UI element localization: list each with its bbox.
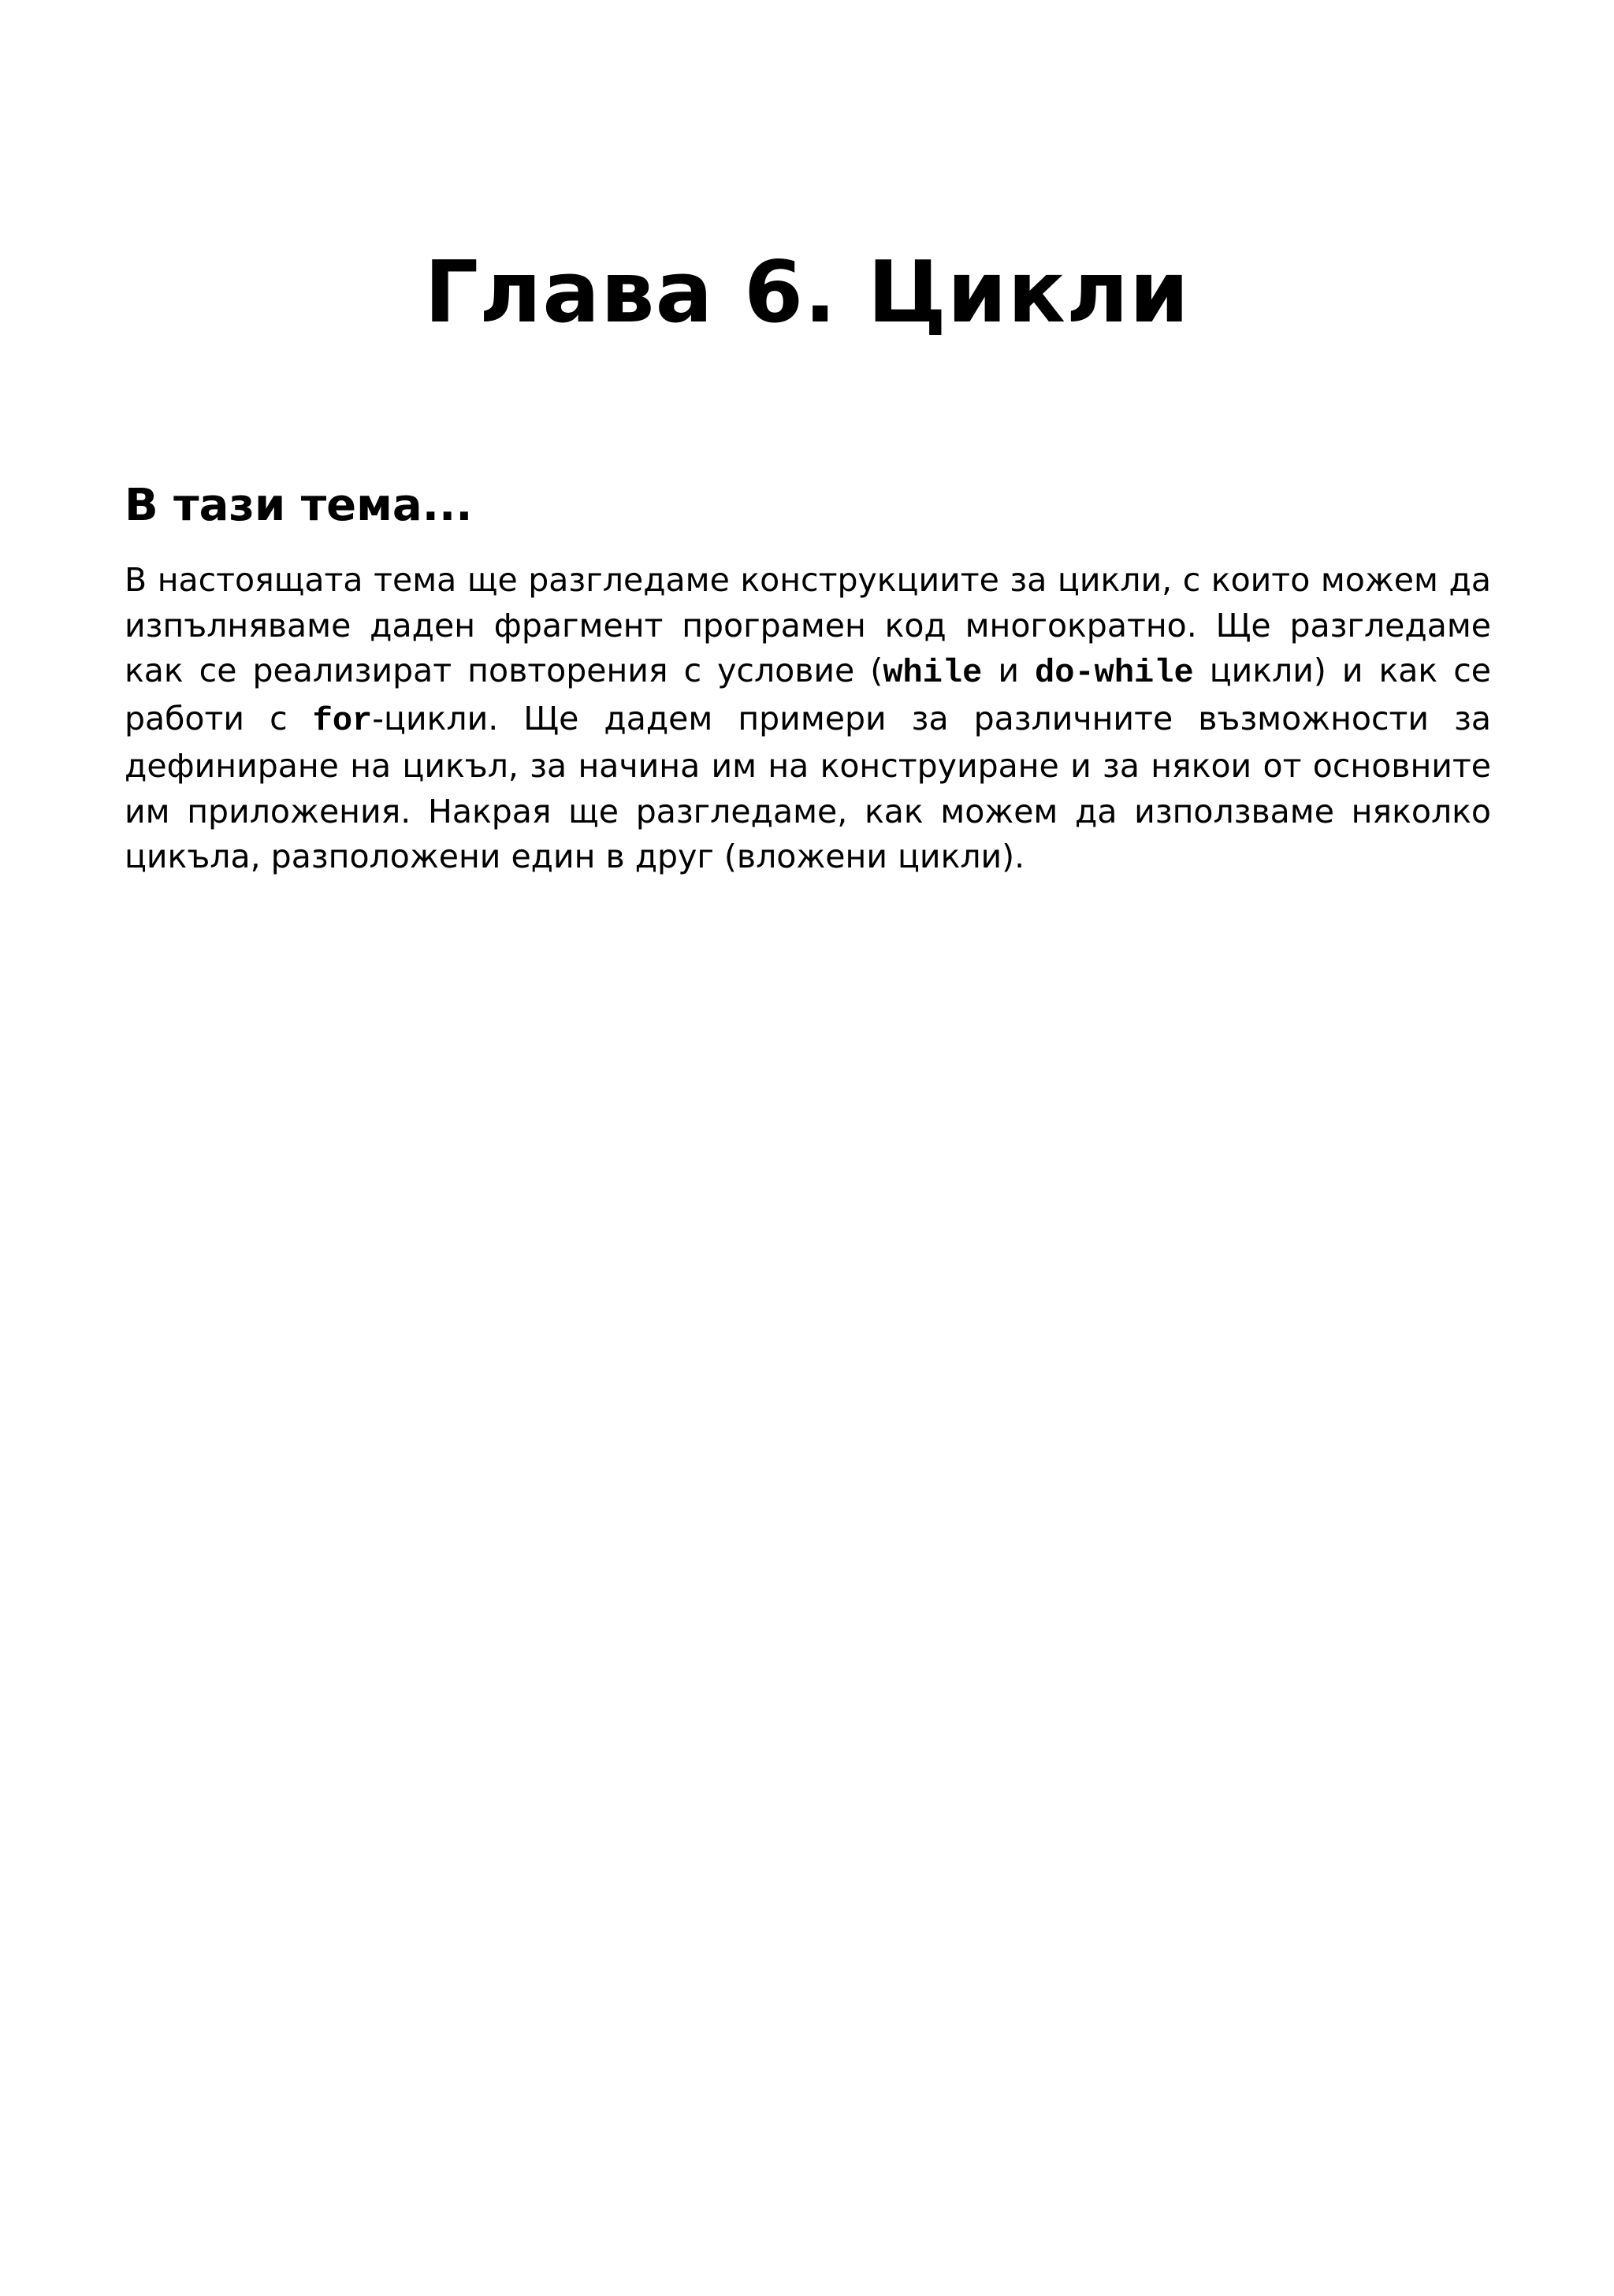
intro-text-part-4: -цикли. Ще дадем примери за различните възможности за дефиниране на цикъл, за начина им на конструиране и за някои от основните им приложения. Накрая ще разгледаме, как можем да използваме няколко цикъла, разположени един в друг (вложени цикли).	[125, 699, 1491, 875]
chapter-title: Глава 6. Цикли	[424, 243, 1190, 342]
intro-paragraph	[125, 558, 1491, 880]
section-heading: В тази тема...	[125, 480, 473, 531]
intro-text-part-1: В настоящата тема ще разгледаме конструкциите за цикли, с които можем да изпълняваме даден фрагмент програмен код многократно. Ще разгледаме как се реализират повторения с условие (	[125, 561, 1491, 689]
code-keyword-do-while: do-while	[1035, 654, 1194, 692]
code-keyword-for: for	[312, 701, 373, 740]
code-keyword-while: while	[883, 654, 983, 692]
intro-text-part-2: и	[982, 652, 1036, 689]
intro-text-part-3: цикли) и как се работи с	[125, 652, 1491, 737]
